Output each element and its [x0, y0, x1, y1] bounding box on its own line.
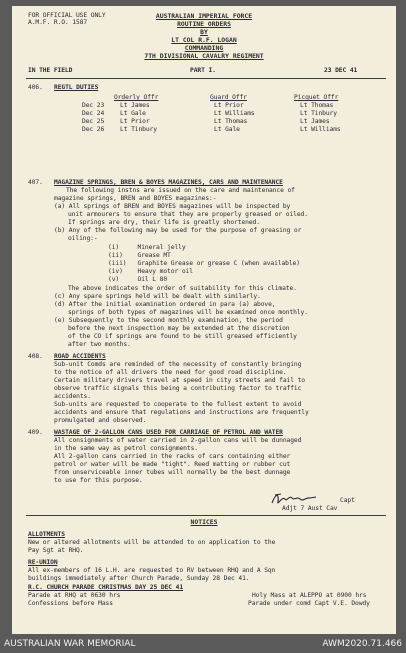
s406-picquet: Lt Williams: [300, 126, 341, 133]
s408-number: 408.: [28, 353, 43, 360]
s407-line: springs of both types of magazines will be examined once monthly.: [68, 309, 308, 316]
s409-title: WASTAGE OF 2-GALLON CANS USED FOR CARRIAGE OF PETROL AND WATER: [54, 429, 283, 436]
s406-title: REGTL DUTIES: [54, 84, 99, 91]
church-parade-title: R.C. CHURCH PARADE CHRISTMAS DAY 25 DEC 41: [28, 584, 184, 591]
s407-line: after two months.: [68, 341, 131, 348]
s409-number: 409.: [28, 429, 43, 436]
s406-picquet: Lt James: [300, 118, 330, 125]
s406-date: Dec 23: [82, 102, 105, 109]
s407-line: magazine springs, BREN and BOYES magazines:-: [54, 195, 217, 202]
s407-line: If springs are dry, their life is greatly shortened.: [68, 219, 260, 226]
s409-line: from unserviceable inner tubes will normally be the best dunnage: [54, 469, 291, 476]
in-the-field: IN THE FIELD: [28, 67, 73, 74]
allotments-title: ALLOTMENTS: [28, 531, 65, 538]
s406-guard: Lt Gale: [214, 126, 240, 133]
s408-line: promulgated and observed.: [54, 417, 147, 424]
part-label: PART I.: [190, 67, 216, 74]
s407-title: MAGAZINE SPRINGS, BREN & BOYES MAGAZINES, CARS AND MAINTENANCE: [54, 179, 283, 186]
reunion-line: All ex-members of 16 L.H. are requested to RV between RHQ and A Sqn: [28, 567, 276, 574]
s407-line: of the CO if springs are found to be still greased efficiently: [68, 333, 297, 340]
s408-line: accidents.: [54, 393, 91, 400]
s406-head-picquet: Picquet Offr: [294, 94, 339, 101]
s406-date: Dec 25: [82, 118, 105, 125]
header-commanding: COMMANDING: [184, 44, 224, 52]
s406-guard: Lt Prior: [214, 102, 244, 109]
s407-line: (c) Any spare springs held will be dealt with similarly.: [54, 293, 261, 300]
s407-line: unit armourers to ensure that they are properly greased or oiled.: [68, 211, 308, 218]
s406-picquet: Lt Thomas: [300, 102, 334, 109]
notices-heading: NOTICES: [190, 518, 218, 526]
s407-line: (v) Oil L 80: [108, 276, 168, 283]
s406-head-guard: Guard Offr: [210, 94, 247, 101]
rule-notices: [26, 515, 386, 516]
s406-guard: Lt Thomas: [214, 118, 248, 125]
allotments-line: Pay Sgt at RHQ.: [28, 547, 84, 554]
s407-number: 407.: [28, 179, 43, 186]
s406-date: Dec 26: [82, 126, 105, 133]
s407-line: (e) Subsequently to the second monthly examination, the period: [54, 317, 283, 324]
s407-line: The following instns are issued on the care and maintenance of: [66, 187, 295, 194]
official-use-mark: FOR OFFICIAL USE ONLY: [28, 12, 106, 19]
s406-orderly: Lt Tinbury: [120, 126, 157, 133]
header-regiment: 7TH DIVISIONAL CAVALRY REGIMENT: [144, 52, 264, 60]
s407-line: The above indicates the order of suitability for this climate.: [68, 285, 297, 292]
header-by: BY: [200, 28, 208, 36]
footer-institution: AUSTRALIAN WAR MEMORIAL: [4, 639, 136, 649]
s409-line: to use for this purpose.: [54, 477, 143, 484]
archive-footer: [0, 636, 406, 653]
reunion-title: RE-UNION: [28, 559, 58, 566]
signature-title: Adjt 7 Aust Cav: [282, 505, 338, 512]
s407-line: (ii) Grease MT: [108, 252, 171, 259]
s408-line: observe traffic signals this being a contributing factor to traffic: [54, 385, 302, 392]
s406-date: Dec 24: [82, 110, 105, 117]
s409-line: in the same way as petrol consignments.: [54, 445, 198, 452]
s409-line: petrol or water will be made "tight". Reed matting or rubber cut: [54, 461, 291, 468]
church-parade-right: Holy Mass at ALEPPO at 0900 hrs: [252, 592, 367, 599]
header-routine-orders: ROUTINE ORDERS: [177, 20, 231, 28]
s408-line: Sub-units are requested to cooperate to the fullest extent to avoid: [54, 401, 302, 408]
order-date: 23 DEC 41: [324, 67, 358, 74]
s408-line: Sub-unit Comds are reminded of the necessity of constantly bringing: [54, 361, 302, 368]
reunion-line: buildings immediately after Church Parade, Sunday 28 Dec 41.: [28, 575, 250, 582]
s408-line: accidents and ensure that regulations and instructions are frequently: [54, 409, 309, 416]
s406-guard: Lt Williams: [214, 110, 255, 117]
document-page: [12, 6, 396, 634]
church-parade-right: Parade under comd Capt V.E. Dowdy: [248, 600, 370, 607]
s407-line: before the next inspection may be extended at the discretion: [68, 325, 290, 332]
s408-line: Certain military drivers travel at speed in city streets and fail to: [54, 377, 305, 384]
s407-line: (i) Mineral jelly: [108, 244, 186, 251]
s407-line: (d) After the initial examination ordered in para (a) above,: [54, 301, 276, 308]
rule-top: [26, 78, 386, 79]
s406-head-orderly: Orderly Offr: [114, 94, 159, 101]
header-force: AUSTRALIAN IMPERIAL FORCE: [155, 12, 253, 20]
header-commander: LT COL R.F. LOGAN: [171, 36, 237, 44]
s406-orderly: Lt Gale: [120, 110, 146, 117]
church-parade-left: Confessions before Mass: [28, 600, 113, 607]
s407-line: (a) All springs of BREN and BOYES magazines will be inspected by: [54, 203, 291, 210]
s407-line: oiling:-: [68, 235, 98, 242]
s407-line: (iii) Graphite Grease or grease C (when available): [108, 260, 300, 267]
allotments-line: New or altered allotments will be attended to on application to the: [28, 539, 276, 546]
s406-picquet: Lt Tinbury: [300, 110, 337, 117]
s408-title: ROAD ACCIDENTS: [54, 353, 106, 360]
church-parade-left: Parade at RHQ at 0630 hrs: [28, 592, 121, 599]
s409-line: All 2-gallon cans carried in the racks of cars containing either: [54, 453, 291, 460]
s406-orderly: Lt James: [120, 102, 150, 109]
s407-line: (b) Any of the following may be used for the purpose of greasing or: [54, 227, 302, 234]
s406-orderly: Lt Prior: [120, 118, 150, 125]
amf-ro-number: A.M.F. R.O. 1587: [28, 19, 88, 26]
signature-rank: Capt: [340, 497, 355, 504]
s406-number: 406.: [28, 84, 43, 91]
footer-accession-number: AWM2020.71.466: [322, 639, 402, 649]
s409-line: All consignments of water carried in 2-gallon cans will be dunnaged: [54, 437, 302, 444]
s407-line: (iv) Heavy motor oil: [108, 268, 193, 275]
s408-line: to the notice of all drivers the need for good road discipline.: [54, 369, 287, 376]
